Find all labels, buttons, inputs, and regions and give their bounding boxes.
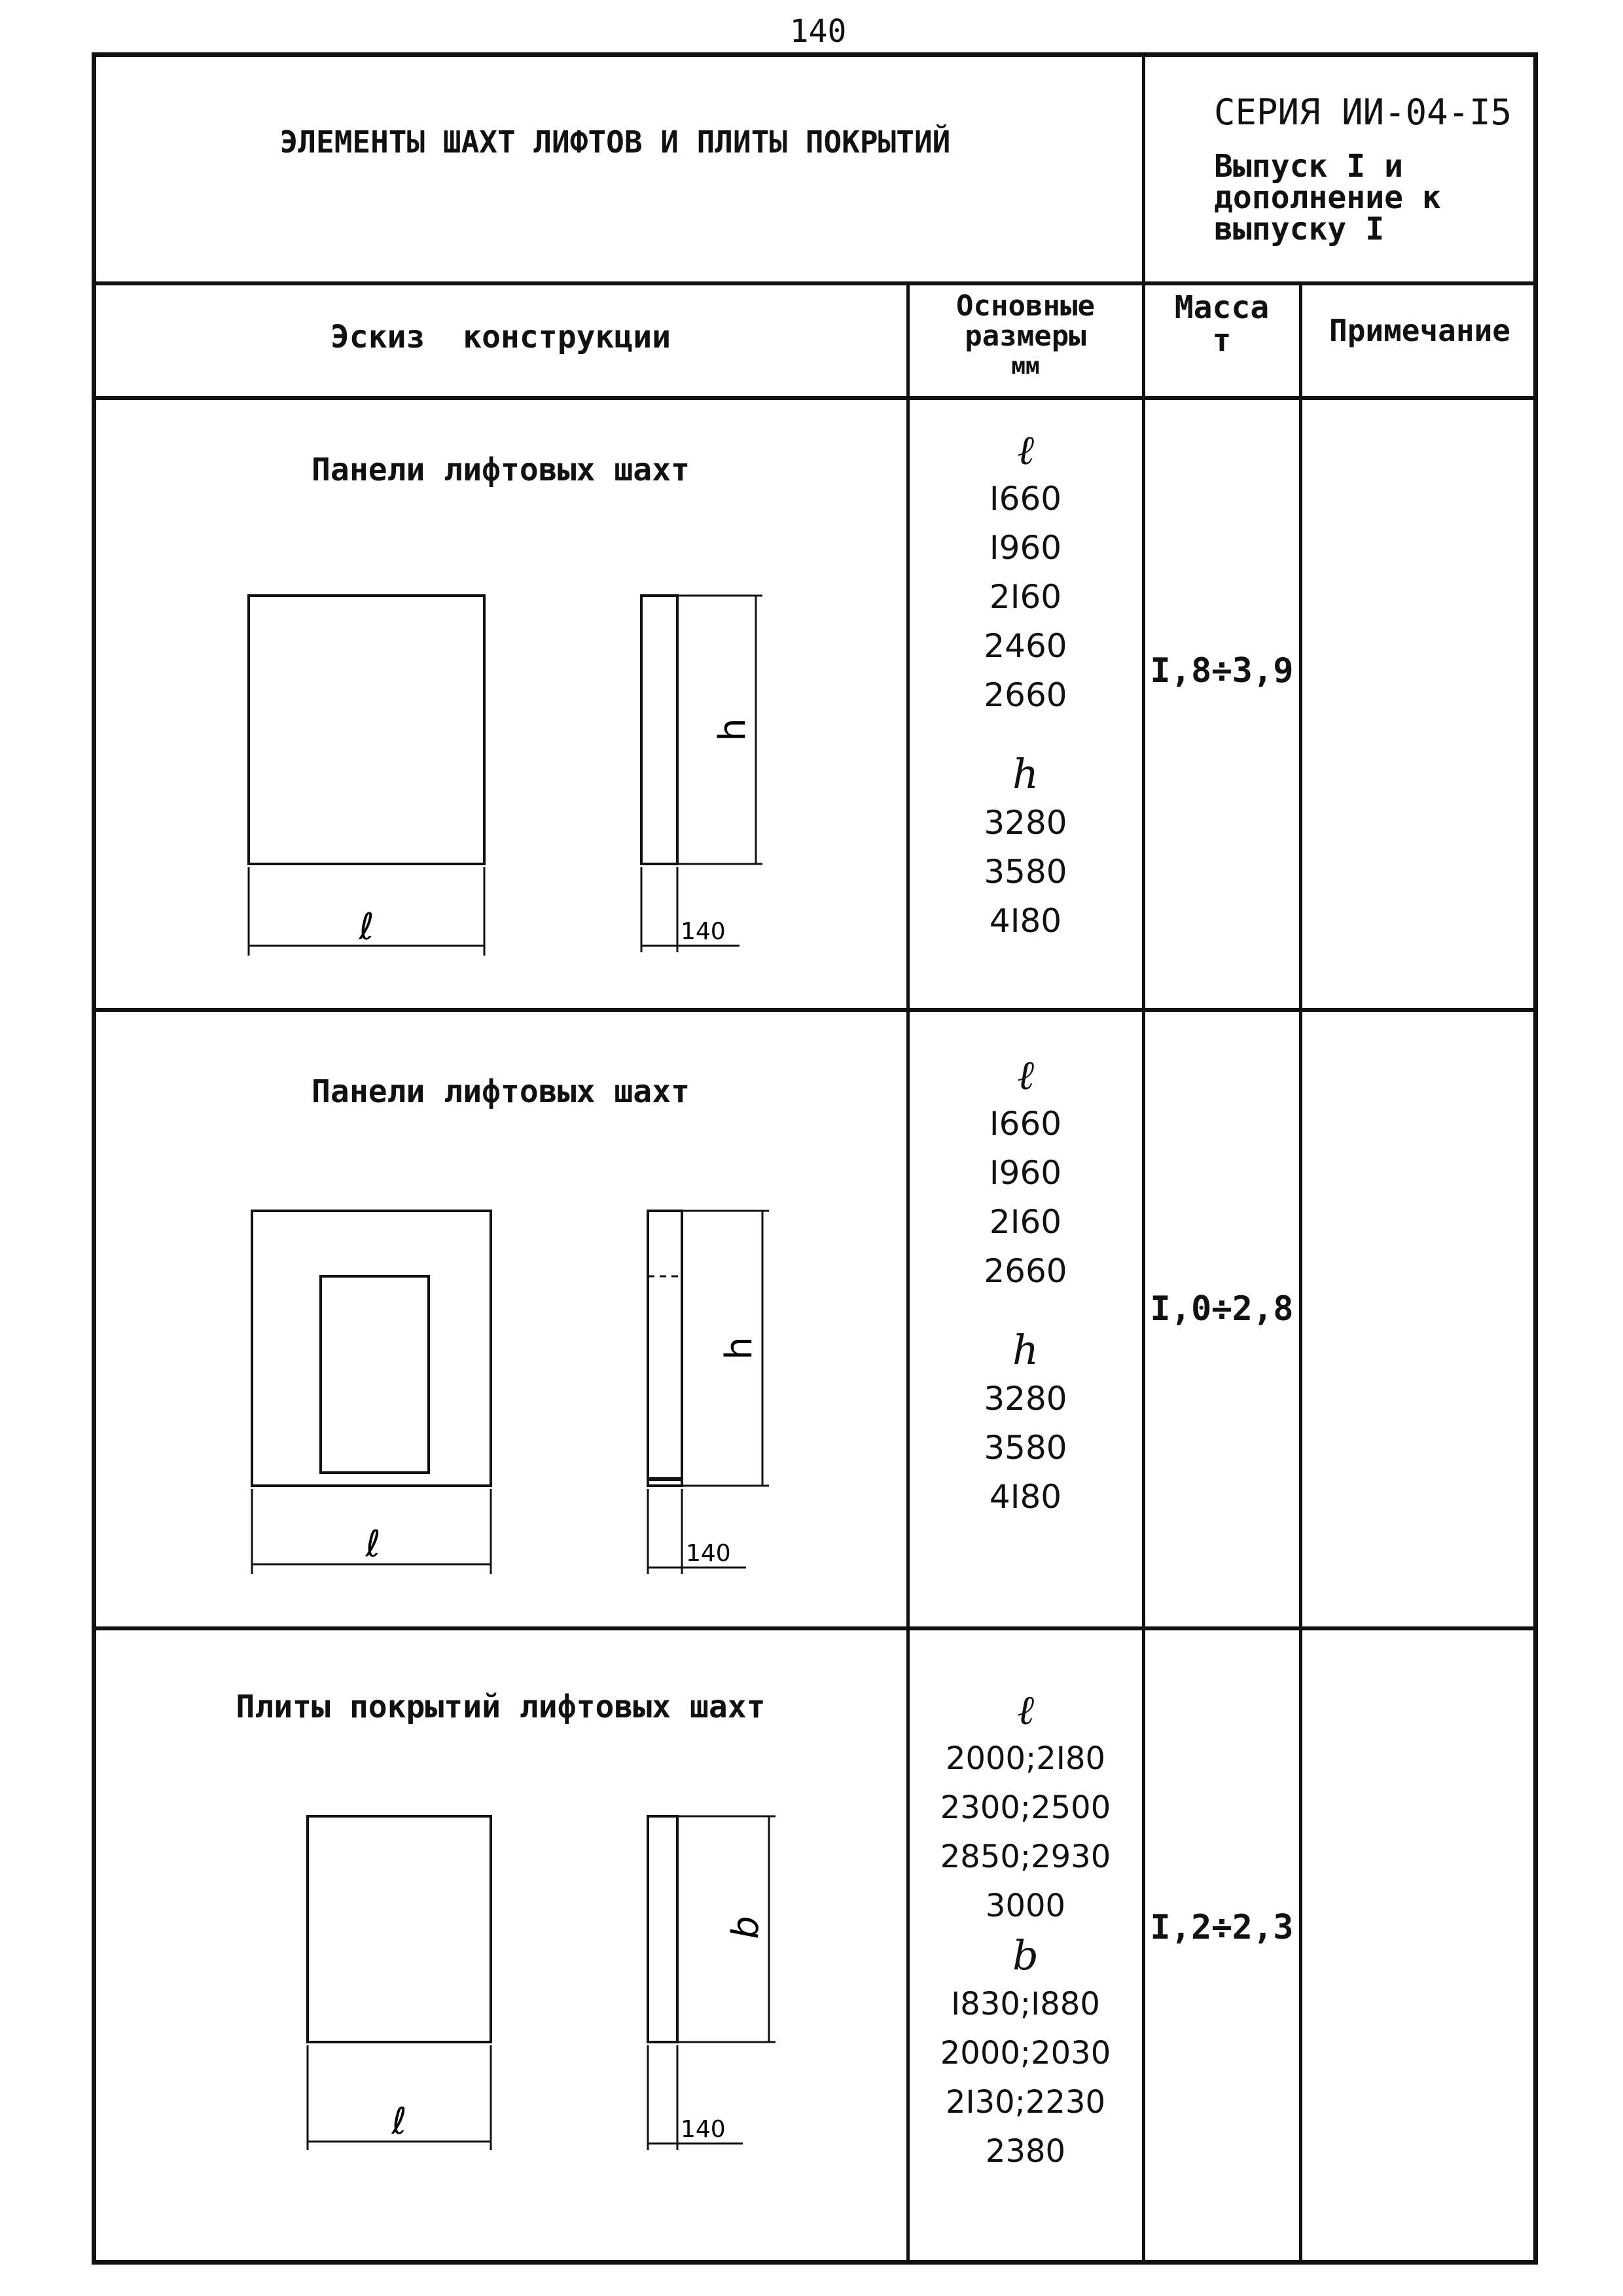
height-label: h xyxy=(718,1336,760,1360)
length-label: ℓ xyxy=(365,1523,381,1566)
length-value: 3000 xyxy=(985,1888,1066,1924)
length-value: 2460 xyxy=(984,627,1067,665)
page-number: 140 xyxy=(789,13,847,50)
column-header-sketch: Эскиз конструкции xyxy=(330,319,671,355)
mass-value: I,8÷3,9 xyxy=(1150,651,1294,691)
column-divider-mass xyxy=(1142,52,1145,2265)
thickness-label: 140 xyxy=(681,2116,726,2143)
dimensions-list xyxy=(911,425,1140,946)
length-value: I960 xyxy=(989,1154,1062,1192)
length-value: I660 xyxy=(989,1105,1062,1143)
length-value: 2I60 xyxy=(989,578,1062,616)
mass-value: I,2÷2,3 xyxy=(1150,1908,1294,1947)
column-divider-dims xyxy=(906,281,910,2265)
thickness-label: 140 xyxy=(681,918,726,945)
height-value: 4I80 xyxy=(989,1478,1062,1516)
thickness-label: 140 xyxy=(686,1540,731,1567)
width-symbol: b xyxy=(1012,1931,1039,1979)
length-value: 2300;2500 xyxy=(940,1789,1111,1826)
height-value: 3580 xyxy=(984,1429,1067,1467)
column-header-divider xyxy=(92,396,1538,400)
length-value: I960 xyxy=(989,529,1062,567)
length-value: 2000;2I80 xyxy=(945,1740,1106,1777)
height-symbol: h xyxy=(1012,1326,1039,1374)
row-divider-1 xyxy=(92,1008,1538,1012)
dimensions-list xyxy=(911,1685,1140,2176)
length-value: 2660 xyxy=(984,1252,1067,1290)
height-value: 3580 xyxy=(984,853,1067,891)
column-header-mass xyxy=(1147,291,1297,357)
panel-side-view xyxy=(641,596,677,864)
mass-value: I,0÷2,8 xyxy=(1150,1289,1294,1329)
length-symbol: ℓ xyxy=(1017,1051,1034,1099)
height-value: 4I80 xyxy=(989,902,1062,940)
column-header-dims-unit: мм xyxy=(1011,353,1040,380)
width-value: I830;I880 xyxy=(951,1986,1100,2022)
length-symbol: ℓ xyxy=(1017,1686,1034,1734)
row-title: Панели лифтовых шахт xyxy=(312,1073,690,1110)
issue-line: Выпуск I и xyxy=(1214,148,1403,185)
height-symbol: h xyxy=(1012,750,1039,798)
row-divider-2 xyxy=(92,1626,1538,1630)
sketch-panel-solid xyxy=(216,576,805,969)
column-divider-note xyxy=(1299,281,1302,2265)
column-header-note: Примечание xyxy=(1329,313,1510,348)
opening-outline xyxy=(321,1276,429,1473)
height-value: 3280 xyxy=(984,1380,1067,1418)
length-value: 2I60 xyxy=(989,1203,1062,1241)
height-value: 3280 xyxy=(984,804,1067,842)
sketch-panel-with-opening xyxy=(216,1191,805,1584)
length-label: ℓ xyxy=(391,2100,407,2143)
issue-line: выпуску I xyxy=(1214,211,1385,247)
width-label: b xyxy=(724,1916,767,1939)
length-value: I660 xyxy=(989,480,1062,518)
column-header-dims-line: размеры xyxy=(965,319,1086,353)
width-value: 2I30;2230 xyxy=(945,2084,1106,2121)
slab-front-view xyxy=(308,1816,491,2042)
length-label: ℓ xyxy=(359,906,374,948)
row-title: Панели лифтовых шахт xyxy=(312,452,690,488)
issue-line: дополнение к xyxy=(1214,179,1441,216)
panel-front-view xyxy=(249,596,484,864)
column-header-mass-unit: т xyxy=(1212,322,1232,359)
length-value: 2850;2930 xyxy=(940,1839,1111,1875)
length-value: 2660 xyxy=(984,676,1067,714)
panel-side-view xyxy=(648,1211,682,1486)
length-symbol: ℓ xyxy=(1017,426,1034,474)
height-label: h xyxy=(711,718,754,742)
document-title: ЭЛЕМЕНТЫ ШАХТ ЛИФТОВ И ПЛИТЫ ПОКРЫТИЙ xyxy=(279,124,951,160)
sketch-cover-slab xyxy=(216,1793,805,2186)
series-label: СЕРИЯ ИИ-04-I5 xyxy=(1214,92,1512,133)
column-header-dims xyxy=(911,291,1140,382)
slab-side-view xyxy=(648,1816,677,2042)
issue-label xyxy=(1214,148,1441,247)
row-title: Плиты покрытий лифтовых шахт xyxy=(236,1689,766,1725)
width-value: 2380 xyxy=(985,2133,1066,2170)
panel-front-view xyxy=(252,1211,491,1486)
column-header-mass-line: Масса xyxy=(1174,289,1270,326)
width-value: 2000;2030 xyxy=(940,2035,1111,2072)
header-divider xyxy=(92,281,1538,285)
dimensions-list xyxy=(911,1050,1140,1522)
column-header-dims-line: Основные xyxy=(956,289,1095,323)
